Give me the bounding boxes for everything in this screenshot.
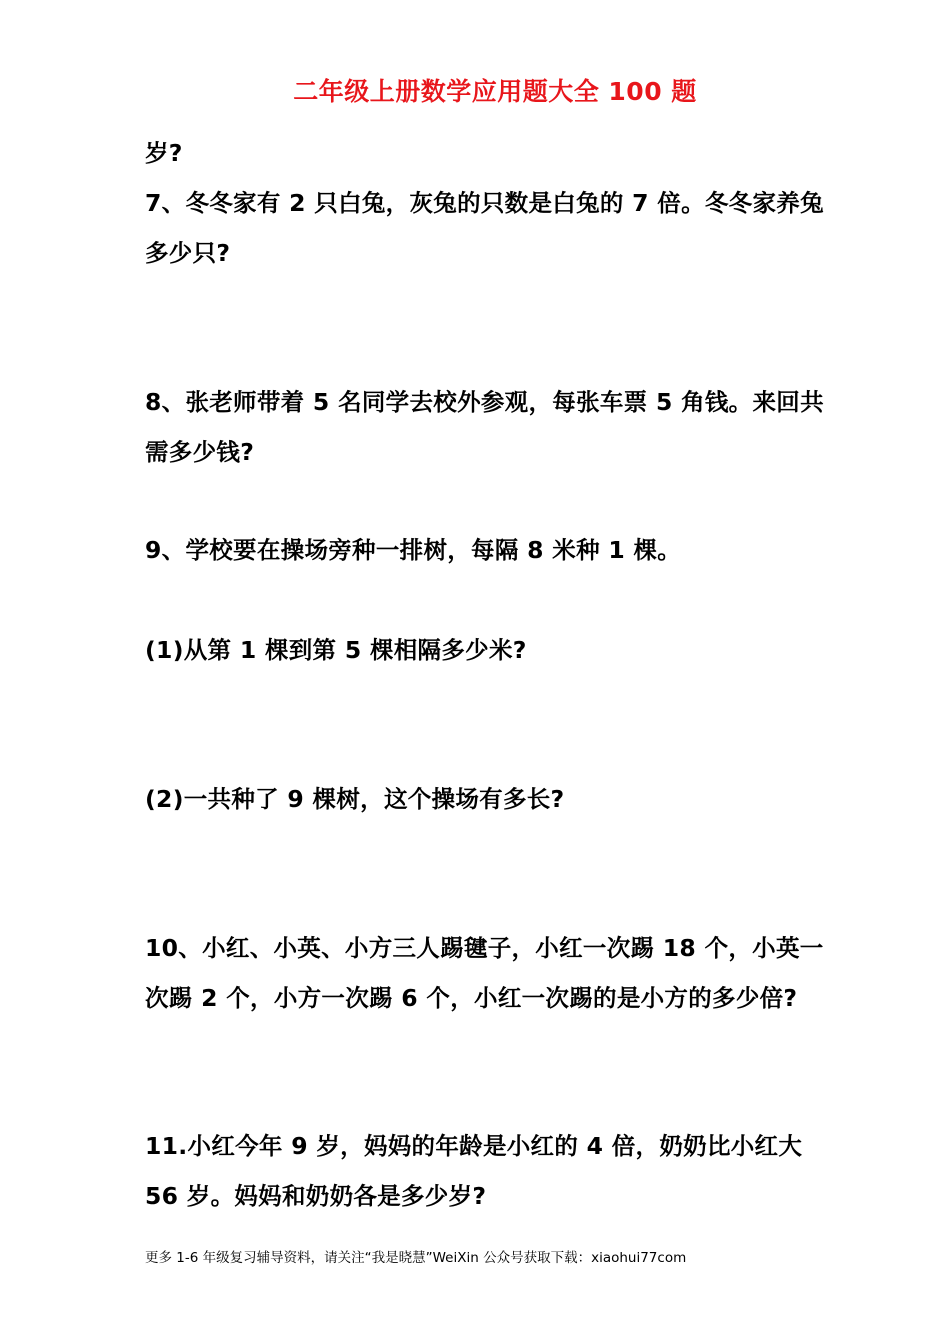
page-title: 二年级上册数学应用题大全 100 题 bbox=[293, 77, 697, 106]
question-11: 11.小红今年 9 岁，妈妈的年龄是小红的 4 倍，奶奶比小红大 56 岁。妈妈和奶奶各是多少岁? bbox=[145, 1132, 803, 1210]
continuation-text: 岁? bbox=[145, 139, 183, 167]
question-9: 9、学校要在操场旁种一排树，每隔 8 米种 1 棵。 bbox=[145, 536, 682, 564]
question-7: 7、冬冬家有 2 只白兔，灰兔的只数是白兔的 7 倍。冬冬家养兔多少只? bbox=[145, 189, 824, 267]
question-9-part-2: (2)一共种了 9 棵树，这个操场有多长? bbox=[145, 785, 565, 813]
question-10: 10、小红、小英、小方三人踢毽子，小红一次踢 18 个，小英一次踢 2 个，小方一次踢 6 个，小红一次踢的是小方的多少倍? bbox=[145, 934, 824, 1012]
footer-note: 更多 1-6 年级复习辅导资料，请关注“我是晓慧”WeiXin 公众号获取下载：xiaohui77com bbox=[145, 1250, 687, 1266]
question-9-part-1: (1)从第 1 棵到第 5 棵相隔多少米? bbox=[145, 636, 527, 664]
question-8: 8、张老师带着 5 名同学去校外参观，每张车票 5 角钱。来回共需多少钱? bbox=[145, 388, 824, 466]
